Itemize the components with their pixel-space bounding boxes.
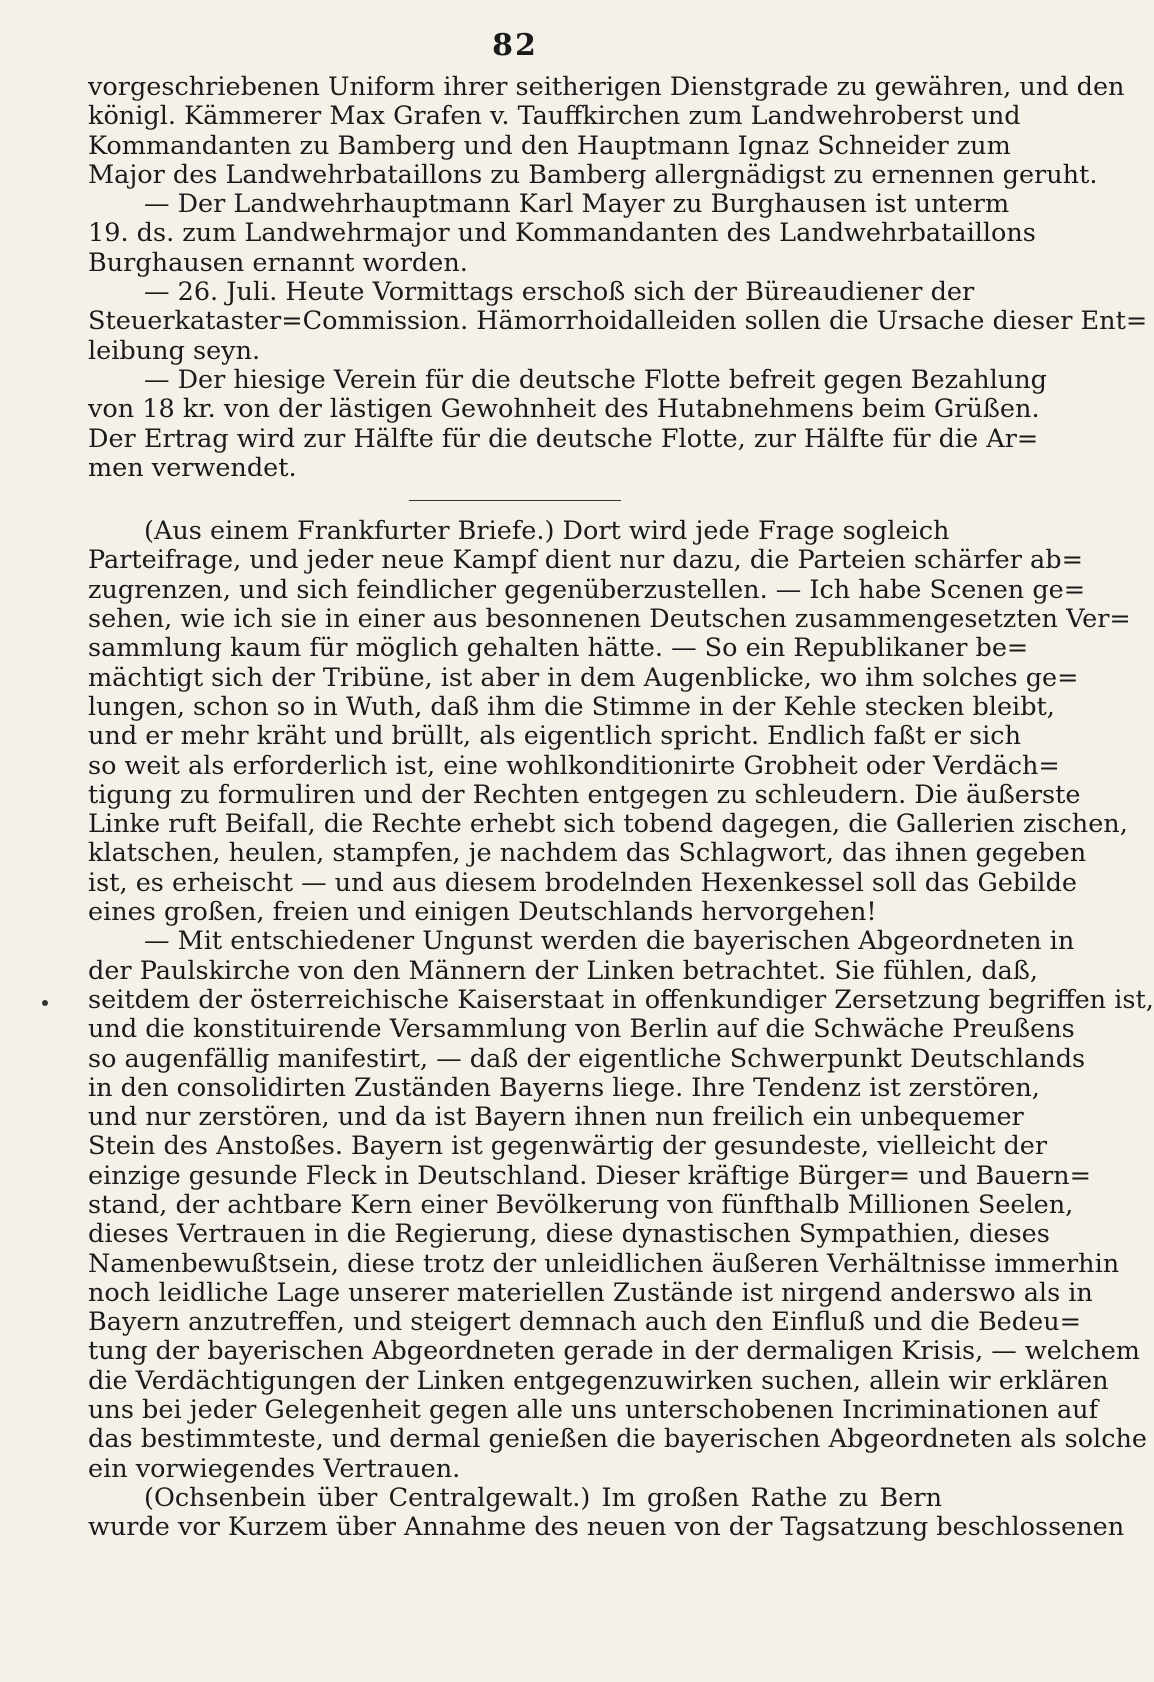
text-line: in den consolidirten Zuständen Bayerns liege. Ihre Tendenz ist zerstören, xyxy=(88,1072,1040,1103)
text-line: Der Ertrag wird zur Hälfte für die deutsche Flotte, zur Hälfte für die Ar= xyxy=(88,423,1039,454)
text-line: so augenfällig manifestirt, — daß der eigentliche Schwerpunkt Deutschlands xyxy=(88,1043,1086,1074)
text-line: Kommandanten zu Bamberg und den Hauptmann Ignaz Schneider zum xyxy=(88,130,1011,161)
text-line: (Ochsenbein über Centralgewalt.) Im großen Rathe zu Bern xyxy=(144,1482,942,1513)
text-line: der Paulskirche von den Männern der Linken betrachtet. Sie fühlen, daß, xyxy=(88,955,1038,986)
section-divider xyxy=(88,483,942,517)
text-line: zugrenzen, und sich feindlicher gegenüberzustellen. — Ich habe Scenen ge= xyxy=(88,574,1086,605)
text-line: stand, der achtbare Kern einer Bevölkerung von fünfthalb Millionen Seelen, xyxy=(88,1189,1074,1220)
text-line: sehen, wie ich sie in einer aus besonnenen Deutschen zusammengesetzten Ver= xyxy=(88,604,1131,635)
text-line: noch leidliche Lage unserer materiellen Zustände ist nirgend anderswo als in xyxy=(88,1277,1093,1308)
text-line: men verwendet. xyxy=(88,452,297,483)
text-line: tung der bayerischen Abgeordneten gerade in der dermaligen Krisis, — welchem xyxy=(88,1336,1140,1367)
text-line: die Verdächtigungen der Linken entgegenzuwirken suchen, allein wir erklären xyxy=(88,1365,1109,1396)
text-line: ist, es erheischt — und aus diesem brodelnden Hexenkessel soll das Gebilde xyxy=(88,867,1077,898)
text-line: vorgeschriebenen Uniform ihrer seitherigen Dienstgrade zu gewähren, und den xyxy=(88,72,1125,102)
divider-rule xyxy=(409,500,621,501)
text-line: wurde vor Kurzem über Annahme des neuen von der Tagsatzung beschlossenen xyxy=(88,1512,1125,1543)
text-line: leibung seyn. xyxy=(88,335,261,366)
text-line: und er mehr kräht und brüllt, als eigentlich spricht. Endlich faßt er sich xyxy=(88,721,1022,752)
text-line: das bestimmteste, und dermal genießen die bayerischen Abgeordneten als solche xyxy=(88,1424,1148,1455)
text-line: Parteifrage, und jeder neue Kampf dient nur dazu, die Parteien schärfer ab= xyxy=(88,545,1083,576)
text-line: Bayern anzutreffen, und steigert demnach auch den Einfluß und die Bedeu= xyxy=(88,1307,1081,1338)
text-line: (Aus einem Frankfurter Briefe.) Dort wird jede Frage sogleich xyxy=(144,516,950,547)
text-line: — Mit entschiedener Ungunst werden die bayerischen Abgeordneten in xyxy=(144,926,1075,957)
text-line: Linke ruft Beifall, die Rechte erhebt sich tobend dagegen, die Gallerien zischen, xyxy=(88,809,1128,840)
text-line: ein vorwiegendes Vertrauen. xyxy=(88,1453,461,1484)
text-line: von 18 kr. von der lästigen Gewohnheit des Hutabnehmens beim Grüßen. xyxy=(88,394,1040,425)
text-line: uns bei jeder Gelegenheit gegen alle uns unterschobenen Incriminationen auf xyxy=(88,1395,1099,1426)
text-line: Major des Landwehrbataillons zu Bamberg allergnädigst zu ernennen geruht. xyxy=(88,159,1098,190)
text-line: eines großen, freien und einigen Deutschlands hervorgehen! xyxy=(88,897,877,928)
text-line: Steuerkataster=Commission. Hämorrhoidalleiden sollen die Ursache dieser Ent= xyxy=(88,306,1148,337)
text-line: seitdem der österreichische Kaiserstaat in offenkundiger Zersetzung begriffen ist, xyxy=(88,984,1154,1015)
text-line: — Der hiesige Verein für die deutsche Flotte befreit gegen Bezahlung xyxy=(144,364,1048,395)
article-block-local-news xyxy=(88,72,1148,483)
text-line: lungen, schon so in Wuth, daß ihm die Stimme in der Kehle stecken bleibt, xyxy=(88,691,1055,722)
text-line: klatschen, heulen, stampfen, je nachdem das Schlagwort, das ihnen gegeben xyxy=(88,838,1087,869)
text-line: mächtigt sich der Tribüne, ist aber in dem Augenblicke, wo ihm solches ge= xyxy=(88,662,1079,693)
page-number: 82 xyxy=(492,28,538,63)
text-line: königl. Kämmerer Max Grafen v. Tauffkirchen zum Landwehroberst und xyxy=(88,101,1021,132)
margin-ink-dot xyxy=(42,1000,48,1006)
text-line: einzige gesunde Fleck in Deutschland. Dieser kräftige Bürger= und Bauern= xyxy=(88,1160,1091,1191)
text-line: — 26. Juli. Heute Vormittags erschoß sich der Büreaudiener der xyxy=(144,277,975,308)
text-line: dieses Vertrauen in die Regierung, diese dynastischen Sympathien, dieses xyxy=(88,1219,1050,1250)
text-line: tigung zu formuliren und der Rechten entgegen zu schleudern. Die äußerste xyxy=(88,779,1081,810)
text-line: Burghausen ernannt worden. xyxy=(88,247,468,278)
text-line: Namenbewußtsein, diese trotz der unleidlichen äußeren Verhältnisse immerhin xyxy=(88,1248,1120,1279)
text-line: sammlung kaum für möglich gehalten hätte. — So ein Republikaner be= xyxy=(88,633,1029,664)
text-line: 19. ds. zum Landwehrmajor und Kommandanten des Landwehrbataillons xyxy=(88,218,1036,249)
article-block-frankfurt xyxy=(88,516,1154,1543)
text-line: und die konstituirende Versammlung von Berlin auf die Schwäche Preußens xyxy=(88,1014,1075,1045)
text-line: so weit als erforderlich ist, eine wohlkonditionirte Grobheit oder Verdäch= xyxy=(88,750,1060,781)
text-line: — Der Landwehrhauptmann Karl Mayer zu Burghausen ist unterm xyxy=(144,189,1010,220)
text-line: Stein des Anstoßes. Bayern ist gegenwärtig der gesundeste, vielleicht der xyxy=(88,1131,1048,1162)
text-line: und nur zerstören, und da ist Bayern ihnen nun freilich ein unbequemer xyxy=(88,1102,1024,1133)
